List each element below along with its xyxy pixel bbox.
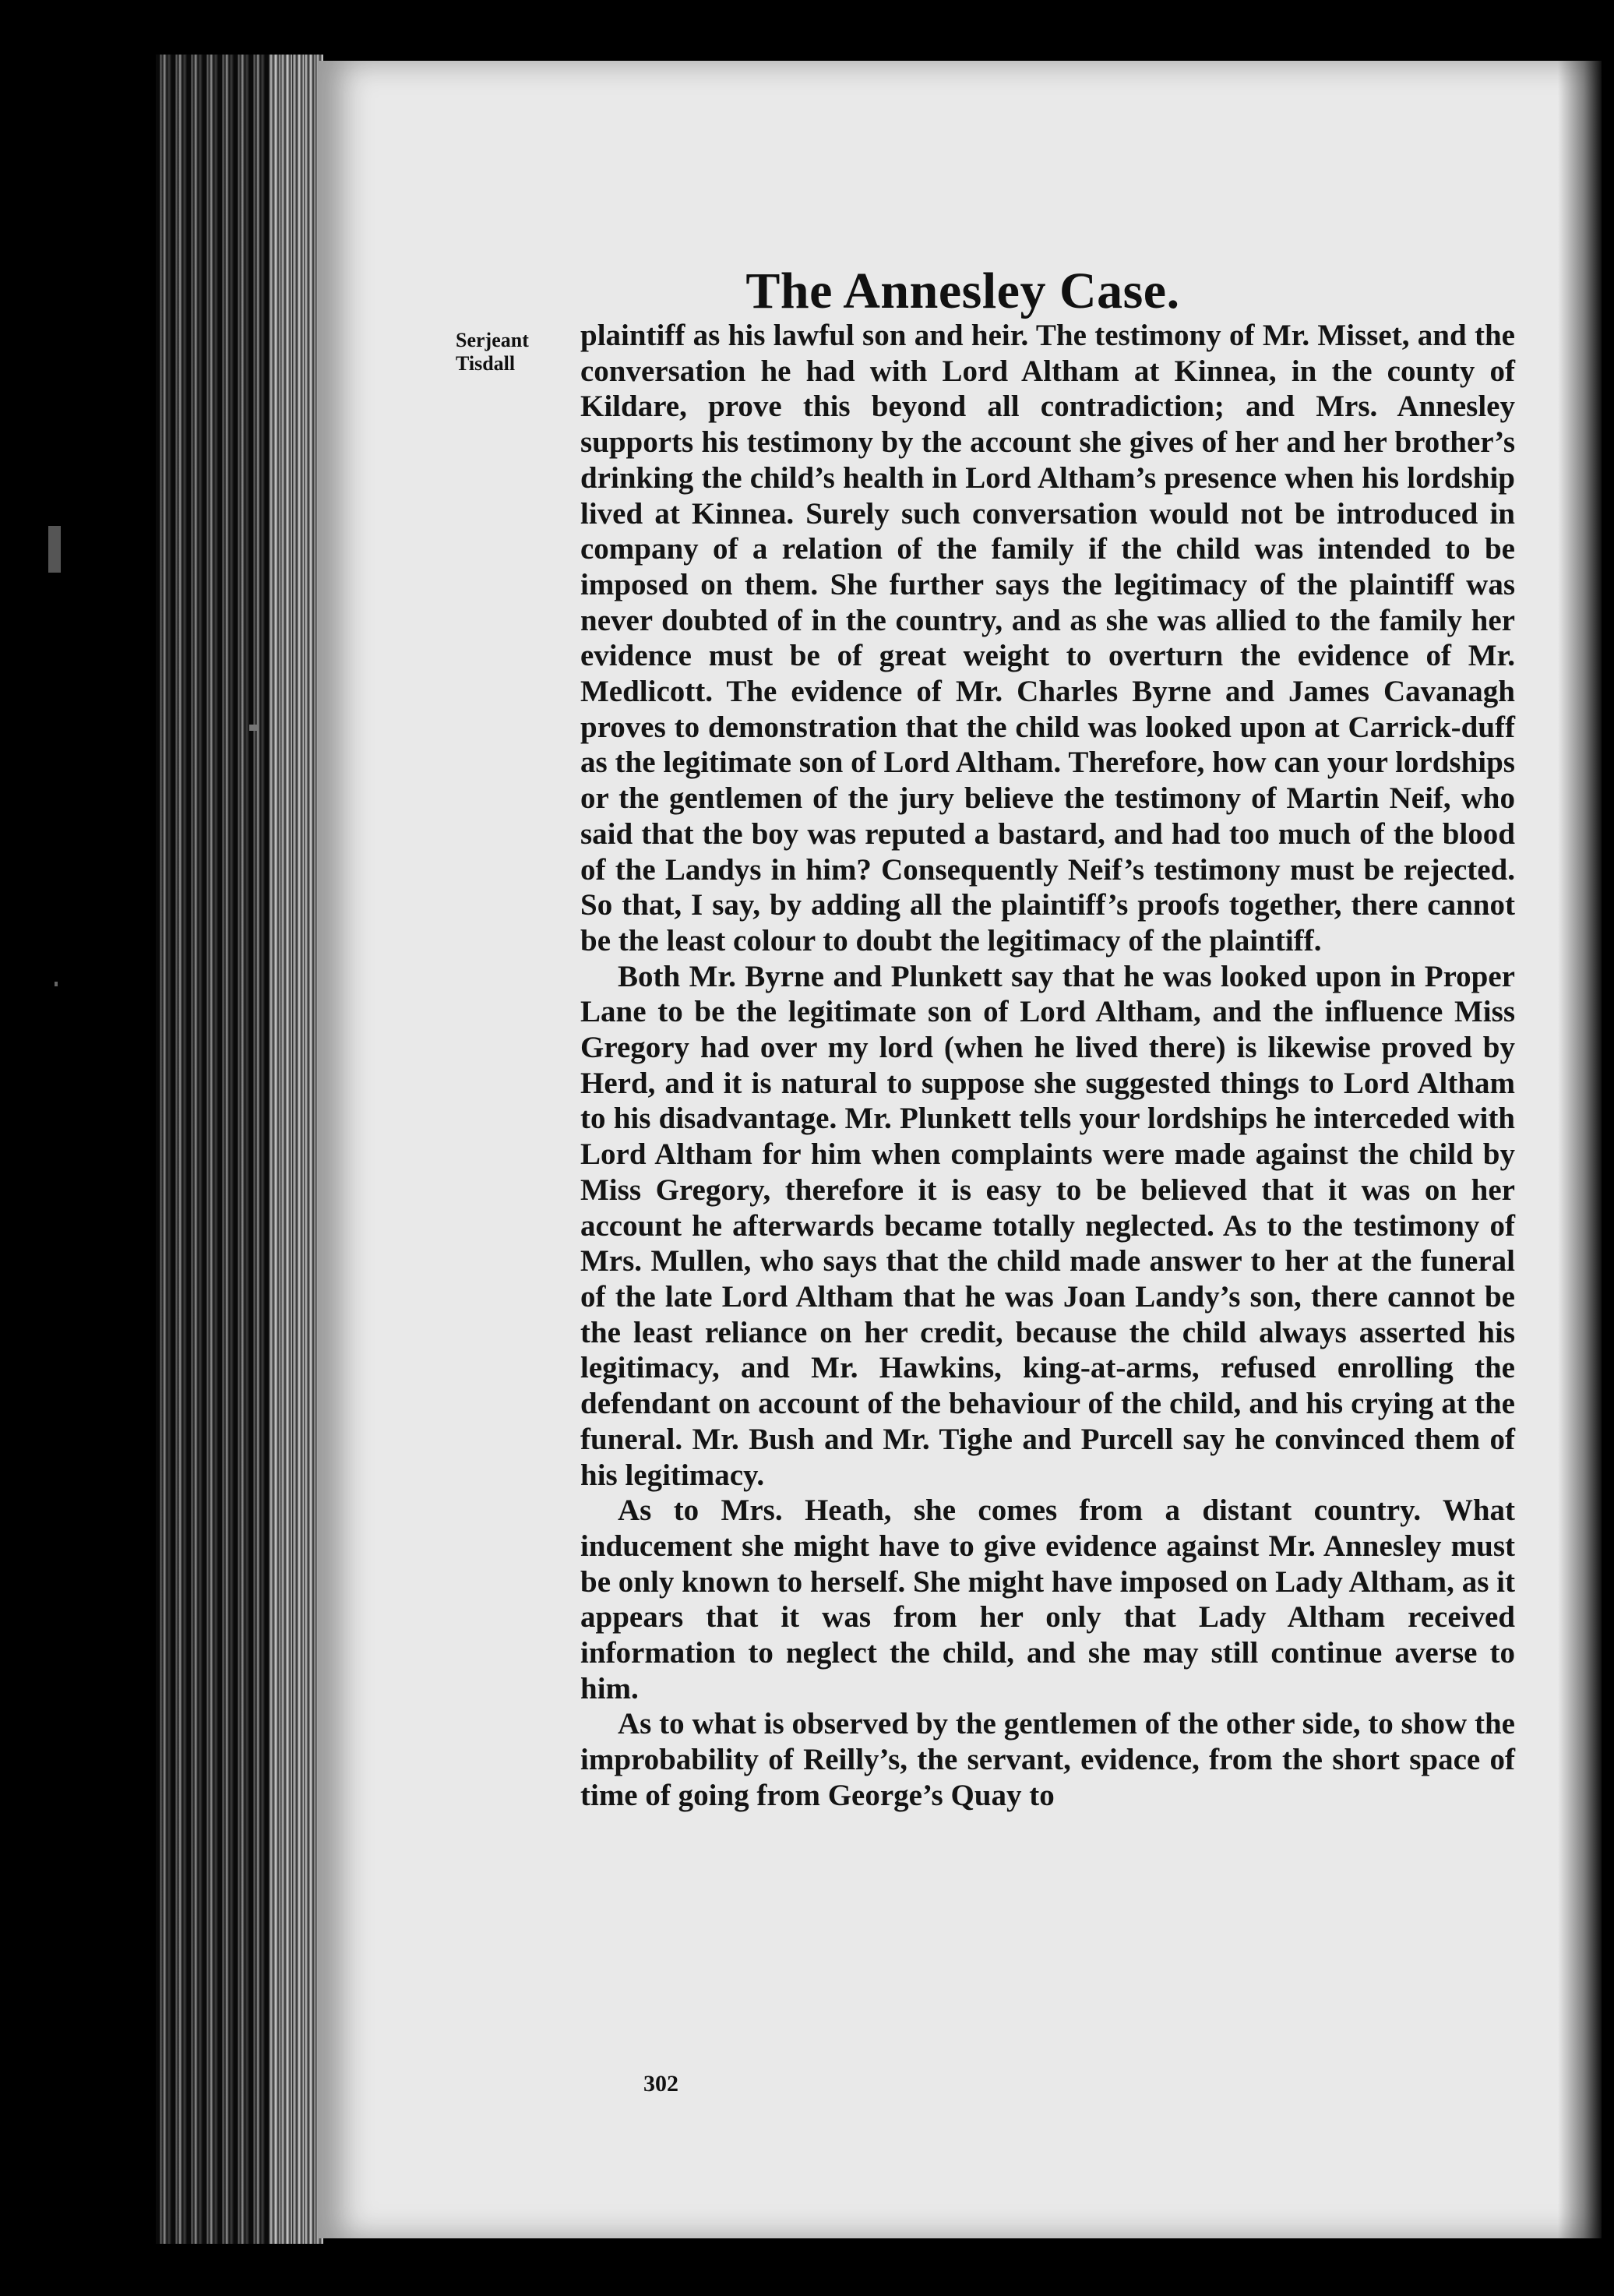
margin-note-line: Serjeant: [456, 329, 529, 351]
paragraph: plaintiff as his lawful son and heir. The testimony of Mr. Misset, and the conversation he had with Lord Altham at Kinnea, in the county of Kildare, prove this beyond all contradiction; and Mrs. Annesley supports his testimony by the account she gives of her and her brother’s drinking the child’s health in Lord Altham’s presence when his lordship lived at Kinnea. Surely such conversation would not be introduced in company of a relation of the family if the child was intended to be imposed on them. She further says the legitimacy of the plaintiff was never doubted of in the country, and as she was allied to the family her evidence must be of great weight to overturn the evidence of Mr. Medlicott. The evidence of Mr. Charles Byrne and James Cavanagh proves to demonstration that the child was looked upon at Carrick-duff as the legitimate son of Lord Altham. Therefore, how can your lordships or the gentlemen of the jury believe the testimony of Martin Neif, who said that the boy was reputed a bastard, and had too much of the blood of the Landys in him? Consequently Neif’s testimony must be rejected. So that, I say, by adding all the plaintiff’s proofs together, there cannot be the least colour to doubt the legitimacy of the plaintiff.: [580, 319, 1515, 958]
paragraph: Both Mr. Byrne and Plunkett say that he was looked upon in Proper Lane to be the legitimate son of Lord Altham, and the influence Miss Gregory had over my lord (when he lived there) is likewise proved by Herd, and it is natural to suppose she suggested things to Lord Altham to his disadvantage. Mr. Plunkett tells your lordships he interceded with Lord Altham for him when complaints were made against the child by Miss Gregory, therefore it is easy to be believed that it was on her account he afterwards became totally neglected. As to the testimony of Mrs. Mullen, who says that the child made answer to her at the funeral of the late Lord Altham that he was Joan Landy’s son, there cannot be the least reliance on her credit, because the child always asserted his legitimacy, and Mr. Hawkins, king-at-arms, refused enrolling the defendant on account of the behaviour of the child, and his crying at the funeral. Mr. Bush and Mr. Tighe and Purcell say he convinced them of his legitimacy.: [580, 959, 1515, 1492]
paragraph: As to what is observed by the gentlemen of the other side, to show the improbability of Reilly’s, the servant, evidence, from the short space of time of going from George’s Quay to: [580, 1707, 1515, 1812]
page-title: The Annesley Case.: [745, 263, 1180, 320]
margin-note-line: Tisdall: [456, 352, 516, 375]
page-stack-edges: [269, 55, 323, 2244]
page-number: 302: [643, 2071, 678, 2097]
margin-note: [456, 329, 529, 376]
body-text: [580, 318, 1515, 1814]
scan-speck: [48, 526, 61, 573]
scan-speck: [249, 725, 257, 731]
page-right-shadow: [1558, 61, 1602, 2238]
scan-speck: [55, 982, 58, 986]
paragraph: As to Mrs. Heath, she comes from a distant country. What inducement she might have to give evidence against Mr. Annesley must be only known to herself. She might have imposed on Lady Altham, as it appears that it was from her only that Lady Altham received information to neglect the child, and she may still continue averse to him.: [580, 1494, 1515, 1705]
